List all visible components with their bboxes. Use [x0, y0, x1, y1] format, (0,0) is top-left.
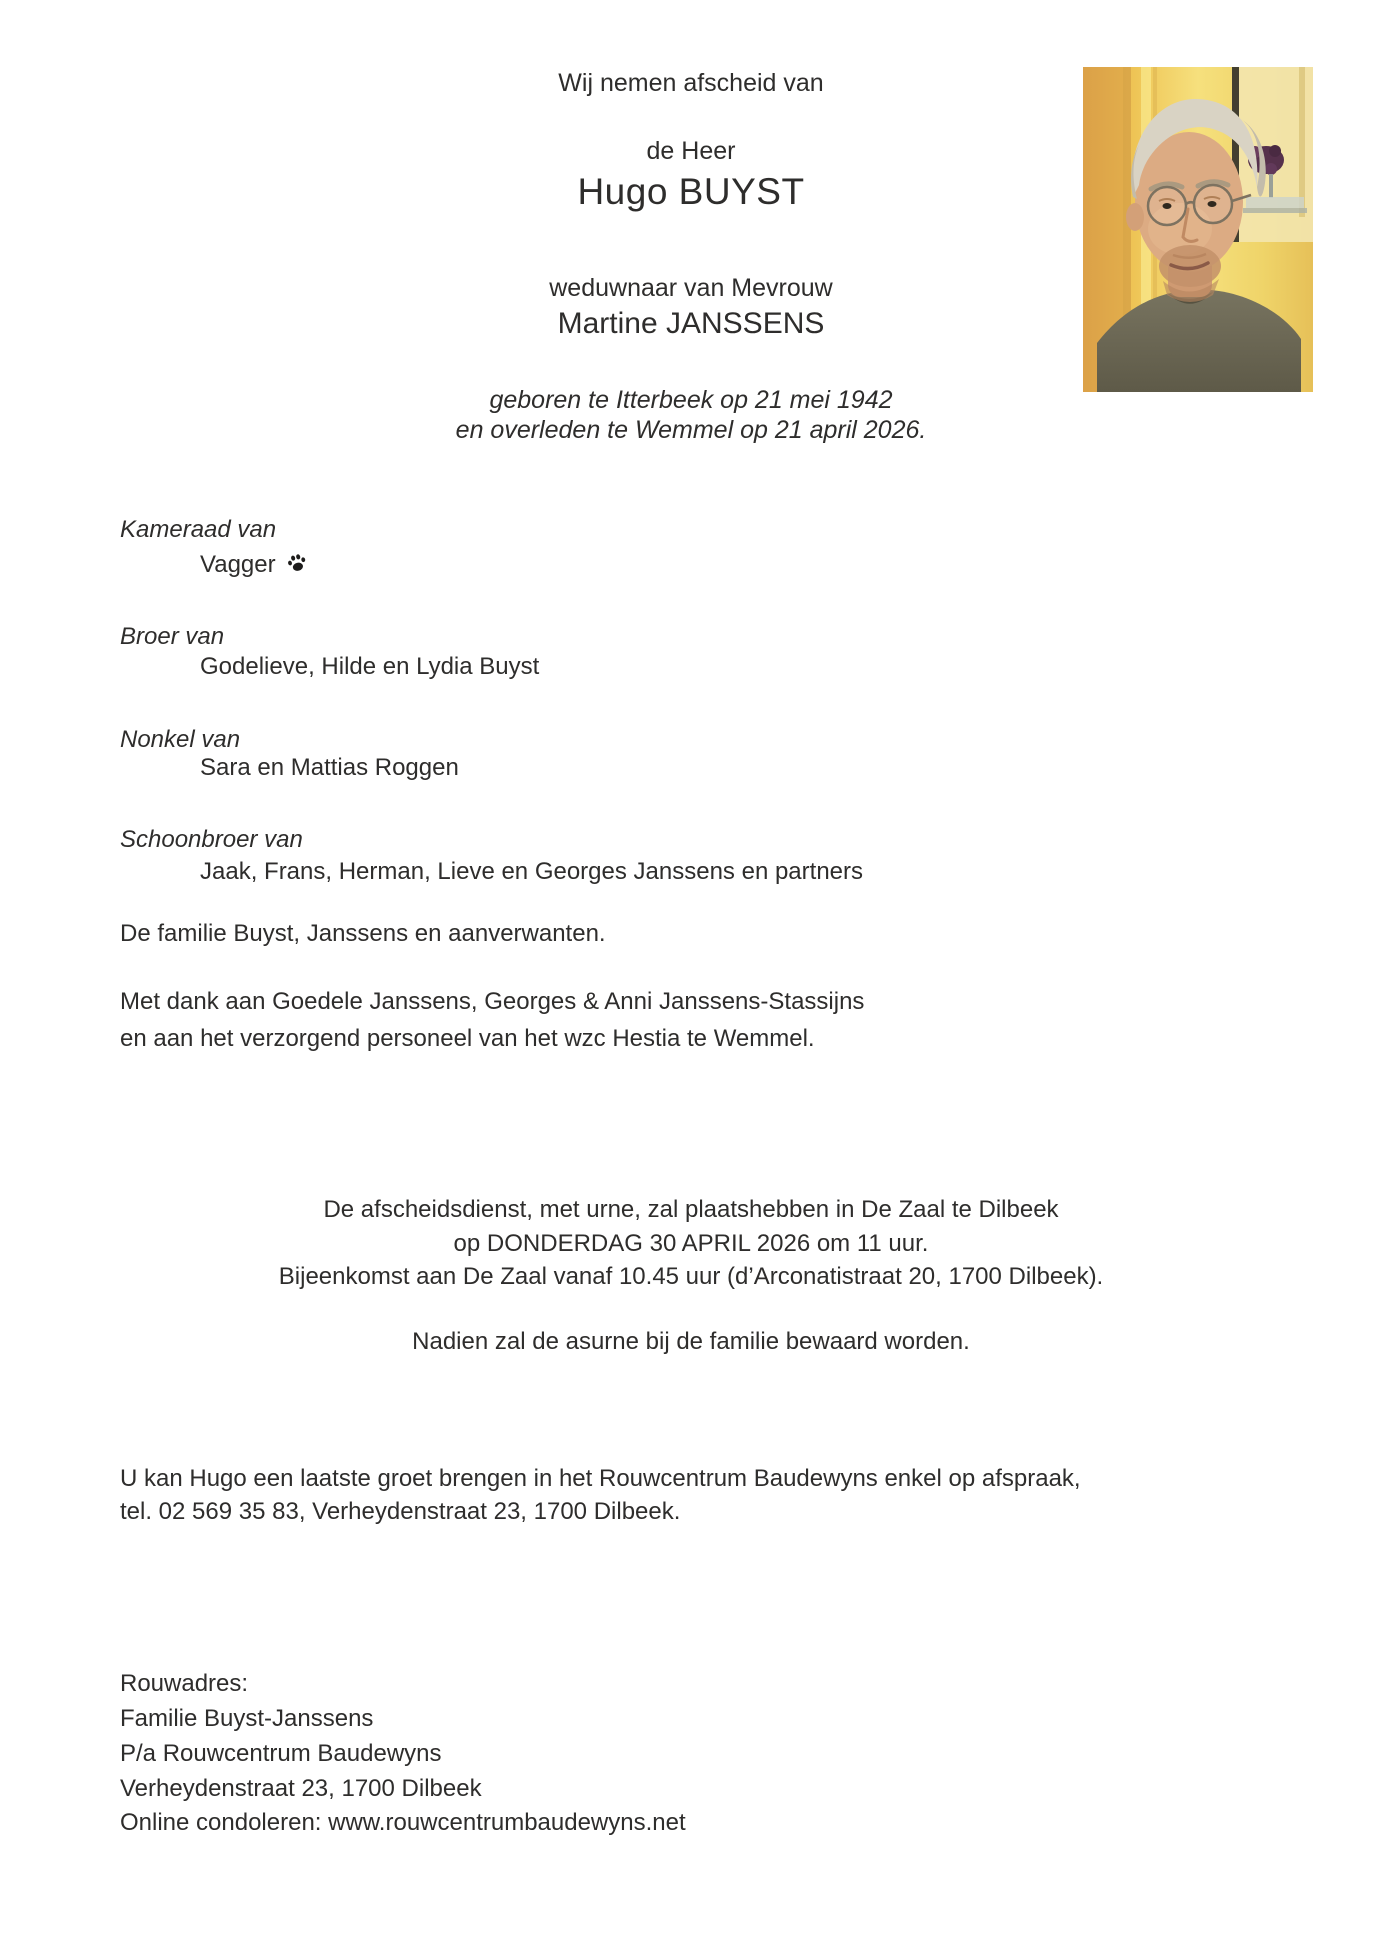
widower-line: weduwnaar van Mevrouw [549, 274, 833, 302]
mourning-address-line-1: Familie Buyst-Janssens [120, 1705, 374, 1732]
acknowledgement-line-2: en aan het verzorgend personeel van het wzc Hestia te Wemmel. [120, 1025, 815, 1052]
died-line: en overleden te Wemmel op 21 april 2026. [455, 416, 927, 444]
mourning-address-label: Rouwadres: [120, 1670, 249, 1697]
portrait-photo [1083, 67, 1313, 392]
relation-names-schoonbroer: Jaak, Frans, Herman, Lieve en Georges Janssens en partners [200, 858, 863, 885]
born-line: geboren te Itterbeek op 21 mei 1942 [489, 386, 893, 414]
visitation-line-2: tel. 02 569 35 83, Verheydenstraat 23, 1700 Dilbeek. [120, 1498, 681, 1525]
relation-label-kameraad: Kameraad van [120, 516, 277, 543]
ceremony-line-3: Bijeenkomst aan De Zaal vanaf 10.45 uur (d’Arconatistraat 20, 1700 Dilbeek). [278, 1263, 1104, 1290]
deceased-name: Hugo BUYST [577, 171, 805, 212]
relation-label-nonkel: Nonkel van [120, 726, 241, 753]
ashes-line: Nadien zal de asurne bij de familie bewaard worden. [412, 1328, 970, 1355]
portrait-photo-drawing [1083, 67, 1313, 392]
family-line: De familie Buyst, Janssens en aanverwanten. [120, 920, 606, 947]
relation-label-schoonbroer: Schoonbroer van [120, 826, 303, 853]
relation-names-kameraad [200, 551, 308, 580]
relation-label-broer: Broer van [120, 623, 225, 650]
acknowledgement-line-1: Met dank aan Goedele Janssens, Georges & Anni Janssens-Stassijns [120, 988, 865, 1015]
honorific-line: de Heer [646, 137, 736, 165]
intro-line: Wij nemen afscheid van [558, 69, 824, 97]
ceremony-line-1: De afscheidsdienst, met urne, zal plaatshebben in De Zaal te Dilbeek [323, 1196, 1059, 1223]
paw-print-icon [283, 550, 310, 577]
spouse-name: Martine JANSSENS [557, 307, 825, 340]
relation-names-nonkel: Sara en Mattias Roggen [200, 754, 459, 781]
relation-names-broer: Godelieve, Hilde en Lydia Buyst [200, 653, 540, 680]
mourning-address-line-3: Verheydenstraat 23, 1700 Dilbeek [120, 1775, 482, 1802]
online-condolence-line: Online condoleren: www.rouwcentrumbaudewyns.net [120, 1809, 686, 1836]
ceremony-line-2: op DONDERDAG 30 APRIL 2026 om 11 uur. [453, 1230, 929, 1257]
visitation-line-1: U kan Hugo een laatste groet brengen in het Rouwcentrum Baudewyns enkel op afspraak, [120, 1465, 1081, 1492]
relation-name-text: Vagger [200, 551, 276, 578]
mourning-address-line-2: P/a Rouwcentrum Baudewyns [120, 1740, 442, 1767]
